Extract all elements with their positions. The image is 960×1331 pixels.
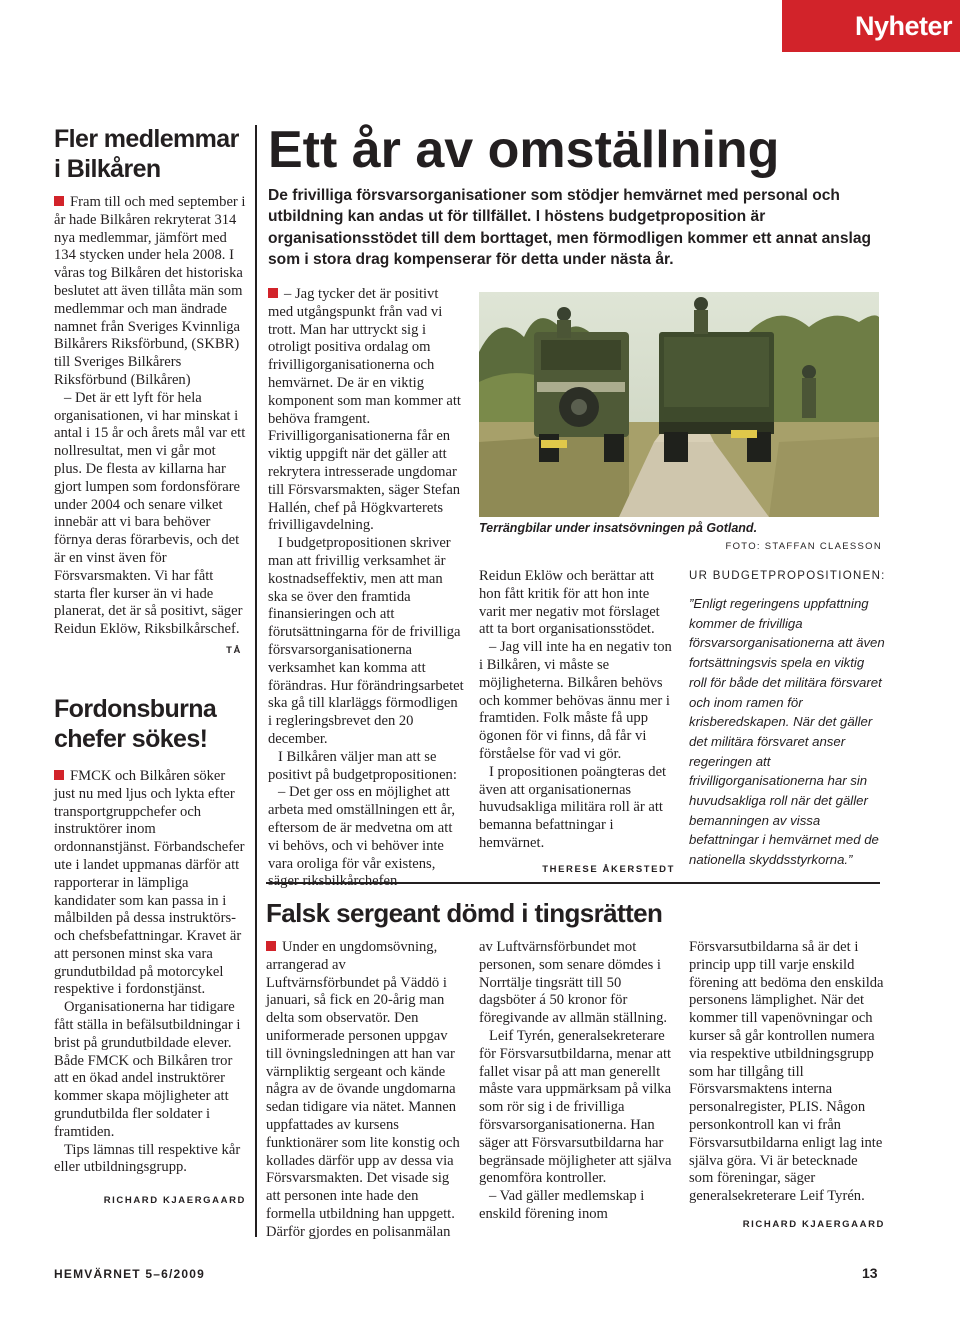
- military-trucks-photo: [479, 292, 879, 517]
- body-paragraph: Tips lämnas till respektive kår eller utbildningsgrupp.: [54, 1141, 241, 1176]
- sidebar: [54, 124, 246, 1206]
- body-paragraph: – Jag tycker det är positivt med utgångspunkt från vad vi trott. Man har uttryckt sig i otroligt positiva ordalag om frivilligorganisationerna och hemvärnet. De är en viktig komponent som man kommer att behöva framgent. Frivilligorganisationerna får en viktig uppgift när det gäller att rekrytera intresserade ungdomar till Försvarsmakten, säger Stefan Hallén, chef på Högkvarterets frivilligavdelning.: [268, 286, 461, 534]
- main-article-title: Ett år av omställning: [268, 121, 780, 179]
- sidebar-article1-byline: TÅ: [226, 644, 242, 656]
- body-paragraph: Reidun Eklöw och berättar att hon fått kritik för att hon inte varit mer negativ mot förslaget att ta bort organisationsstödet.: [479, 568, 660, 638]
- publication-name: HEMVÄRNET 5–6/2009: [54, 1267, 205, 1281]
- body-paragraph: Under en ungdomsövning, arrangerad av Luftvärnsförbundet på Väddö i januari, så fick en 20-årig man delta som observatör. Den uniformerade personen uppgav till övningsledningen att han var värnpliktig sergeant och kände några av de övande ungdomarna sedan tidigare via nätet. Mannen uppfattades av kursens funktionärer som lite konstig och kollades därför upp av dessa via Försvarsmakten. Det visade sig att personen inte hade den formella utbildning han uppgett. Därför gjordes en polisanmälan: [266, 939, 460, 1240]
- body-paragraph: – Jag vill inte ha en negativ ton i Bilkåren, vi måste se möjligheterna. Bilkåren behövs och kommer behövas ännu mer i framtiden. Folk måste få upp ögonen för vi finns, då får vi förståelse för vad vi gör.: [479, 639, 672, 762]
- body-paragraph: Fram till och med september i år hade Bilkåren rekryterat 314 nya medlemmar, jämfört med 134 stycken under hela 2008. I våras tog Bilkåren det historiska beslutet att även tillåta män som medlemmar och man ändrade namnet från Sveriges Kvinnliga Bilkårers Riksförbund, (SKBR) till Sveriges Bilkårers Riksförbund (Bilkåren): [54, 194, 246, 388]
- body-paragraph: av Luftvärnsförbundet mot personen, som senare dömdes i Norrtälje tingsrätt till 50 dagsböter á 50 kronor för föregivande av allmän ställning.: [479, 939, 668, 1027]
- second-article-col1: [266, 939, 462, 1242]
- sidebar-article1-body: [54, 194, 246, 639]
- body-paragraph: Organisationerna har tidigare fått ställa in befälsutbildningar i brist på grundutbildade elever. Både FMCK och Bilkåren tror att en ökad andel instruktörer kommer skapa möjligheter att grundutbilda fler soldater i framtiden.: [54, 999, 241, 1140]
- red-square-icon: [268, 288, 278, 298]
- second-article-title: Falsk sergeant dömd i tingsrätten: [266, 898, 663, 928]
- red-square-icon: [54, 196, 64, 206]
- body-paragraph: I budgetpropositionen skriver man att frivillig verksamhet är kostnadseffektiv, men att man ska se över den framtida finansieringen och att förutsättningarna för de frivilliga försvarsorganisationerna verksamhet kan komma att förändras. Hur förändringsarbetet ska gå till klarläggs förmodligen i regleringsbrevet den 20 december.: [268, 535, 464, 747]
- photo-caption: Terrängbilar under insatsövningen på Gotland.: [479, 521, 758, 535]
- main-article-col1: [268, 286, 464, 891]
- sidebar-article1-title: Fler medlemmar i Bilkåren: [54, 125, 239, 183]
- sidebar-article2-byline: RICHARD KJAERGAARD: [103, 1195, 246, 1207]
- quote-label: UR BUDGETPROPOSITIONEN:: [689, 570, 886, 582]
- main-article-byline: THERESE ÅKERSTEDT: [542, 863, 675, 875]
- body-paragraph: – Vad gäller medlemskap i enskild förening inom: [479, 1188, 645, 1222]
- body-paragraph: Leif Tyrén, generalsekreterare för Försvarsutbildarna, menar att fallet visar på att man generellt måste vara uppmärksam på vilka som rör sig i de frivilliga försvarsorganisationerna. Han säger att Försvarsutbildarna har begränsade möjligheter att själva genomföra kontroller.: [479, 1027, 672, 1187]
- main-article-col2: [479, 568, 675, 879]
- second-article-col2: [479, 939, 675, 1224]
- body-paragraph: I propositionen poängteras det även att organisationernas huvudsakliga militära roll är att bemanna befattningar i hemvärnet.: [479, 763, 667, 851]
- body-paragraph: I Bilkåren väljer man att se positivt på budgetpropositionen:: [268, 748, 457, 783]
- body-paragraph: – Det ger oss en möjlighet att arbeta med omställningen ett år, eftersom de är medvetna om att vi behövs, och vi behöver inte vara oroliga för vår existens,: [268, 784, 456, 872]
- body-paragraph: FMCK och Bilkåren söker just nu med ljus och lykta efter transportgruppchefer och instruktörer inom ordonnanstjänst. Förbandschefer ute i landet uppmanas därför att rapporterar in lämpliga kandidater som kan passa in i målbilden på dessa instruktörs- och chefsbefattningar. Kravet är att personen minst ska vara grundutbildad på motorcykel respektive i fordonstjänst.: [54, 767, 245, 998]
- main-article-lede: De frivilliga försvarsorganisationer som stödjer hemvärnet med personal och utbildning kan andas ut för tillfället. I höstens budgetproposition är organisationsstödet till dem borttaget, men förmodligen kommer ett annat anslag som i stora drag kompenserar för detta under nästa år.: [268, 187, 872, 269]
- second-article-byline: RICHARD KJAERGAARD: [742, 1218, 885, 1230]
- article-divider: [266, 882, 880, 884]
- column-divider: [255, 125, 257, 1237]
- red-square-icon: [54, 770, 64, 780]
- photo-credit: FOTO: STAFFAN CLAESSON: [725, 541, 882, 552]
- sidebar-article2-body: [54, 768, 246, 1177]
- sidebar-article2-title: Fordonsburna chefer sökes!: [54, 694, 217, 753]
- body-paragraph: – Det är ett lyft för hela organisationen, vi har minskat i antal i 15 år och årets mål var ett nollresultat, men vi går mot plus. De flesta av killarna har gjort lumpen som fordonsförare under 2004 och senare vilket innebär att vi bara behöver förnya deras förarbevis, och det är en vinst även för Försvarsmakten. Vi har fått starta fler kurser än vi hade planerat, det är så positivt, säger Reidun Eklöw, Riksbilkårschef.: [54, 389, 246, 638]
- red-square-icon: [266, 941, 276, 951]
- section-tab: Nyheter: [782, 0, 960, 52]
- pull-quote: ”Enligt regeringens uppfattning kommer de frivilliga försvarsorganisationerna att även fortsättningsvis spela en viktig roll för både det militära försvaret och inom ramen för krisberedskapen. När det gäller det militära försvaret anser regeringen att frivilligorganisationerna har sin huvudsakliga roll när det gäller bemanningen av vissa befattningar i hemvärnet med de nationella skyddsstyrkorna.”: [689, 596, 885, 868]
- page-number: 13: [862, 1265, 878, 1281]
- body-paragraph: Försvarsutbildarna så är det i princip upp till varje enskild förening att bedöma den enskilda personens lämplighet. När det kommer till vapenövningar och kurser så går kontrollen numera via respektive utbildningsgrupp som har tillgång till Försvarsmaktens interna personalregister, PLIS. Någon personkontroll kan vi från Försvarsutbildarna enligt lag inte själva göra. Vi är betecknade som föreningar, säger generalsekreterare Leif Tyrén.: [689, 939, 884, 1205]
- second-article-col3: [689, 939, 885, 1234]
